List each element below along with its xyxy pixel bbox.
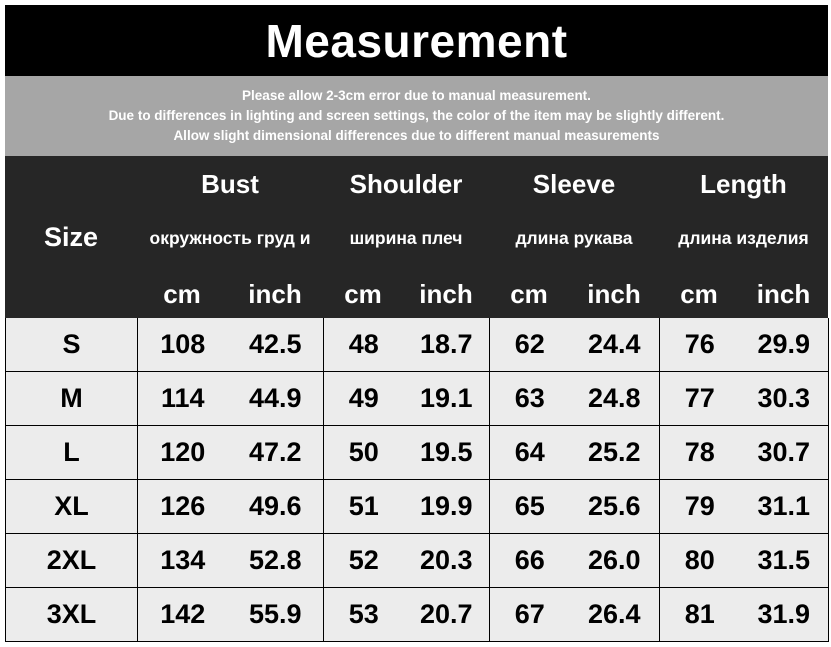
length-cm-cell: 81 xyxy=(660,588,740,642)
sleeve-inch-cell: 26.0 xyxy=(570,534,660,588)
length-cm-unit: cm xyxy=(680,278,718,309)
note-line: Due to differences in lighting and screen settings, the color of the item may be slightly different. xyxy=(108,108,725,123)
length-inch-cell: 30.7 xyxy=(740,426,829,480)
length-inch-unit: inch xyxy=(756,278,811,309)
shoulder-cm-cell: 52 xyxy=(324,534,404,588)
shoulder-inch-cell: 20.3 xyxy=(404,534,490,588)
bust-inch-cell: 47.2 xyxy=(228,426,324,480)
table-row xyxy=(6,426,829,480)
bust-inch-cell: 44.9 xyxy=(228,372,324,426)
sleeve-inch-cell: 24.4 xyxy=(570,318,660,372)
sleeve-inch-unit: inch xyxy=(587,278,641,309)
shoulder-cm-cell: 49 xyxy=(324,372,404,426)
sleeve-header: Sleeve xyxy=(532,168,616,199)
shoulder-inch-unit: inch xyxy=(419,278,473,309)
shoulder-inch-cell: 18.7 xyxy=(404,318,490,372)
sleeve-inch-cell: 25.2 xyxy=(570,426,660,480)
sleeve-cm-cell: 67 xyxy=(490,588,570,642)
shoulder-cm-unit: cm xyxy=(344,278,382,309)
size-cell: XL xyxy=(6,480,138,534)
length-inch-cell: 31.1 xyxy=(740,480,829,534)
size-cell: L xyxy=(6,426,138,480)
shoulder-cm-cell: 48 xyxy=(324,318,404,372)
note-line: Please allow 2-3cm error due to manual measurement. xyxy=(242,88,591,103)
sleeve-cm-cell: 63 xyxy=(490,372,570,426)
size-cell: 2XL xyxy=(6,534,138,588)
table-row xyxy=(6,588,829,642)
bust-cm-cell: 114 xyxy=(138,372,228,426)
bust-cm-cell: 108 xyxy=(138,318,228,372)
sleeve-cm-unit: cm xyxy=(510,278,548,309)
shoulder-inch-cell: 19.1 xyxy=(404,372,490,426)
size-table xyxy=(5,318,829,642)
shoulder-cm-cell: 53 xyxy=(324,588,404,642)
shoulder-cm-cell: 50 xyxy=(324,426,404,480)
length-inch-cell: 31.9 xyxy=(740,588,829,642)
length-cm-cell: 79 xyxy=(660,480,740,534)
bust-cm-unit: cm xyxy=(163,278,201,309)
bust-header: Bust xyxy=(201,168,259,199)
bust-cm-cell: 142 xyxy=(138,588,228,642)
shoulder-inch-cell: 19.9 xyxy=(404,480,490,534)
sleeve-cm-cell: 64 xyxy=(490,426,570,480)
bust-inch-cell: 49.6 xyxy=(228,480,324,534)
sleeve-inch-cell: 26.4 xyxy=(570,588,660,642)
table-header xyxy=(5,156,828,318)
sleeve-cm-cell: 65 xyxy=(490,480,570,534)
length-ru-label: длина изделия xyxy=(678,228,809,248)
bust-inch-unit: inch xyxy=(248,278,302,309)
bust-cm-cell: 126 xyxy=(138,480,228,534)
length-cm-cell: 77 xyxy=(660,372,740,426)
note-line: Allow slight dimensional differences due to different manual measurements xyxy=(173,128,660,143)
bust-ru-label: окружность груд и xyxy=(149,228,311,248)
length-inch-cell: 31.5 xyxy=(740,534,829,588)
length-cm-cell: 76 xyxy=(660,318,740,372)
shoulder-cm-cell: 51 xyxy=(324,480,404,534)
sleeve-inch-cell: 25.6 xyxy=(570,480,660,534)
table-row xyxy=(6,372,829,426)
size-cell: S xyxy=(6,318,138,372)
size-header: Size xyxy=(43,221,99,252)
bust-cm-cell: 134 xyxy=(138,534,228,588)
shoulder-header: Shoulder xyxy=(349,168,463,199)
sleeve-cm-cell: 62 xyxy=(490,318,570,372)
bust-cm-cell: 120 xyxy=(138,426,228,480)
table-row xyxy=(6,318,829,372)
length-header: Length xyxy=(700,168,787,199)
sleeve-inch-cell: 24.8 xyxy=(570,372,660,426)
bust-inch-cell: 42.5 xyxy=(228,318,324,372)
measurement-notes xyxy=(5,76,828,156)
table-row xyxy=(6,534,829,588)
size-cell: 3XL xyxy=(6,588,138,642)
size-table-body xyxy=(6,318,829,642)
sleeve-ru-label: длина рукава xyxy=(515,228,633,248)
length-cm-cell: 78 xyxy=(660,426,740,480)
shoulder-inch-cell: 20.7 xyxy=(404,588,490,642)
shoulder-inch-cell: 19.5 xyxy=(404,426,490,480)
sleeve-cm-cell: 66 xyxy=(490,534,570,588)
table-row xyxy=(6,480,829,534)
length-inch-cell: 30.3 xyxy=(740,372,829,426)
shoulder-ru-label: ширина плеч xyxy=(349,228,463,248)
page-title: Measurement xyxy=(5,5,828,76)
length-inch-cell: 29.9 xyxy=(740,318,829,372)
bust-inch-cell: 52.8 xyxy=(228,534,324,588)
size-cell: M xyxy=(6,372,138,426)
length-cm-cell: 80 xyxy=(660,534,740,588)
bust-inch-cell: 55.9 xyxy=(228,588,324,642)
